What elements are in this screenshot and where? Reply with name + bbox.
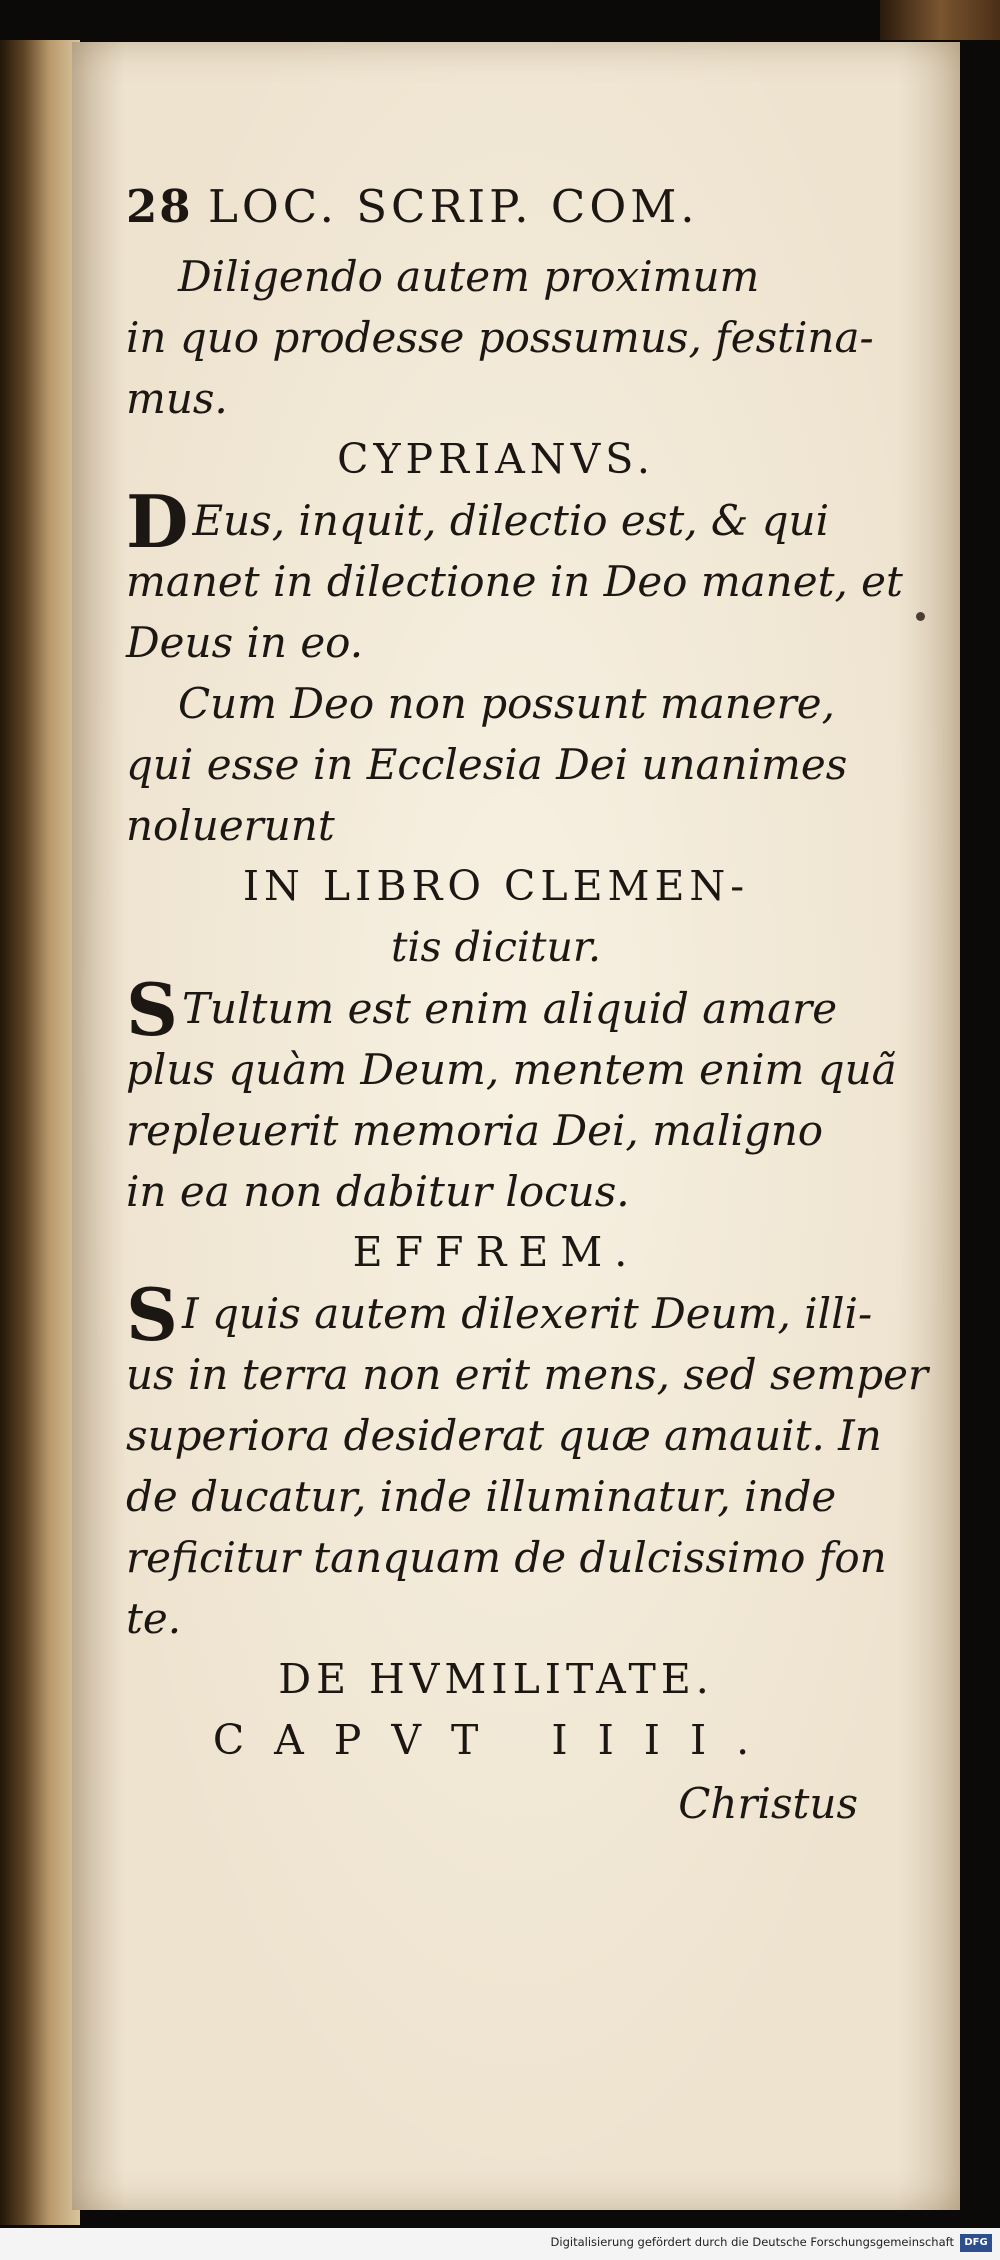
text-line: te. <box>126 1594 182 1643</box>
text-line: in quo prodesse possumus, festina- <box>126 313 874 362</box>
text-line: noluerunt <box>126 801 335 850</box>
page-header <box>126 180 866 246</box>
paragraph-deus <box>126 479 903 673</box>
paragraph-diligendo <box>126 246 874 429</box>
running-head: LOC. SCRIP. COM. <box>208 180 699 233</box>
footer-credit: Digitalisierung gefördert durch die Deutsche Forschungsgemeinschaft <box>550 2235 954 2249</box>
ink-spot <box>916 612 925 621</box>
paragraph-stultum <box>126 967 897 1222</box>
dfg-logo: DFG <box>960 2234 992 2252</box>
section-subheading: tis dicitur. <box>390 923 602 971</box>
text-line: reficitur tanquam de dulcissimo fon <box>126 1533 887 1582</box>
text-line: de ducatur, inde illuminatur, inde <box>126 1472 837 1521</box>
book-cover-edge <box>880 0 1000 40</box>
text-line: Cum Deo non possunt manere, <box>178 679 835 728</box>
catchword: Christus <box>678 1779 858 1828</box>
text-line: S Tultum est enim aliquid amare <box>126 967 838 1052</box>
text-line: superiora desiderat quæ amauit. In <box>126 1411 882 1460</box>
paragraph-cum-deo <box>126 673 866 856</box>
drop-cap: S <box>126 967 178 1052</box>
drop-cap: S <box>126 1272 178 1357</box>
page-text <box>126 180 929 1837</box>
paragraph-si-quis <box>126 1272 929 1649</box>
text-line: S I quis autem dilexerit Deum, illi- <box>126 1272 873 1357</box>
book-page-edges <box>0 40 80 2225</box>
digitization-footer <box>0 2228 1000 2260</box>
section-heading-cyprianus: CYPRIANVS. <box>337 435 655 483</box>
drop-cap: D <box>126 479 189 564</box>
text-line: plus quàm Deum, mentem enim quã <box>126 1045 897 1094</box>
text-line: Deus in eo. <box>126 618 364 667</box>
text-line: qui esse in Ecclesia Dei unanimes <box>126 740 848 789</box>
text-line: in ea non dabitur locus. <box>126 1167 630 1216</box>
page-number: 28 <box>126 180 193 233</box>
text-line: us in terra non erit mens, sed semper <box>126 1350 929 1399</box>
text-line: manet in dilectione in Deo manet, et <box>126 557 903 606</box>
section-heading-clementis: IN LIBRO CLEMEN- <box>242 862 750 910</box>
section-heading-effrem: EFFREM. <box>352 1228 640 1276</box>
text-line: D Eus, inquit, dilectio est, & qui <box>126 479 829 564</box>
chapter-title: DE HVMILITATE. <box>278 1655 714 1703</box>
text-line: mus. <box>126 374 228 423</box>
text-line: repleuerit memoria Dei, maligno <box>126 1106 824 1155</box>
chapter-number: CAPVT IIII. <box>212 1716 780 1764</box>
text-line: Diligendo autem proximum <box>178 252 760 301</box>
